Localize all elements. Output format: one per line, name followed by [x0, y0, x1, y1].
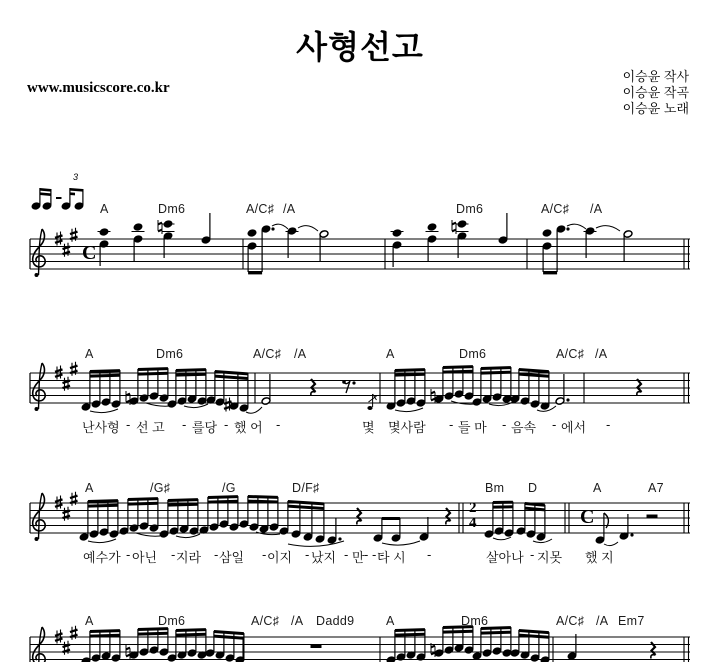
chord-label: /A	[294, 347, 307, 361]
chord-label: D/F♯	[292, 481, 320, 495]
lyric-syllable: 몇	[362, 420, 375, 435]
lyric-syllable: 살아나	[486, 550, 524, 565]
lyric-syllable: -	[214, 547, 219, 562]
lyric-syllable: 선 고	[136, 420, 165, 435]
lyric-syllable: 난사형	[82, 420, 120, 435]
chord-label: Dm6	[459, 347, 487, 361]
lyric-syllable: 를당	[192, 420, 218, 435]
chord-label: Dm6	[158, 202, 186, 216]
chord-label: /A	[596, 614, 609, 628]
chord-label: Em7	[618, 614, 645, 628]
chord-label: /A	[291, 614, 304, 628]
lyric-syllable: -	[427, 547, 432, 562]
lyric-syllable: 아닌	[132, 550, 158, 565]
chord-label: A/C♯	[556, 614, 585, 628]
chord-label: A	[100, 202, 109, 216]
lyric-syllable: -	[262, 547, 267, 562]
lyric-syllable: 지못	[537, 550, 563, 565]
chord-label: A/C♯	[541, 202, 570, 216]
song-title: 사형선고	[296, 29, 424, 65]
swing-triplet-numeral: 3	[73, 172, 79, 182]
lyric-syllable: 지라	[176, 550, 202, 565]
lyric-syllable: -	[126, 547, 131, 562]
chord-label: A/C♯	[246, 202, 275, 216]
lyric-syllable: -	[224, 417, 229, 432]
lyric-syllable: -	[276, 417, 281, 432]
lyric-syllable: -	[344, 547, 349, 562]
chord-label: A	[386, 614, 395, 628]
credit-lyricist: 이승윤 작사	[622, 69, 689, 84]
chord-label: A7	[648, 481, 664, 495]
chord-label: A	[593, 481, 602, 495]
lyric-syllable: -	[126, 417, 131, 432]
chord-label: A/C♯	[251, 614, 280, 628]
lyric-syllable: 이지	[267, 550, 293, 565]
lyric-syllable: -	[305, 547, 310, 562]
lyric-syllable: - - -	[364, 547, 385, 562]
lyric-syllable: 삼일	[219, 550, 245, 565]
watermark: www.musicscore.co.kr	[27, 80, 170, 96]
lyric-syllable: 했 어	[234, 420, 263, 435]
lyric-syllable: -	[530, 547, 535, 562]
lyric-syllable: -	[552, 417, 557, 432]
time-signature-common: C	[82, 242, 97, 264]
chord-label: Dm6	[158, 614, 186, 628]
chord-label: Dm6	[156, 347, 184, 361]
lyric-syllable: -	[171, 547, 176, 562]
chord-label: Dm6	[456, 202, 484, 216]
lyric-syllable: 에서	[561, 420, 587, 435]
chord-label: A/C♯	[253, 347, 282, 361]
time-signature-common-2: C	[580, 506, 595, 528]
lyric-syllable: -	[182, 417, 187, 432]
lyric-syllable: 만	[352, 550, 365, 565]
chord-label: /A	[590, 202, 603, 216]
lyric-syllable: -	[502, 417, 507, 432]
chord-label: A	[85, 481, 94, 495]
chord-label: A/C♯	[556, 347, 585, 361]
lyric-syllable: -	[606, 417, 611, 432]
lyric-syllable: 음속	[511, 420, 537, 435]
lyric-syllable: -	[449, 417, 454, 432]
chord-label: /G♯	[150, 481, 171, 495]
chord-label: Dadd9	[316, 614, 355, 628]
chord-label: A	[85, 614, 94, 628]
lyric-syllable: 났지	[311, 550, 337, 565]
time-signature-2: 2	[469, 500, 477, 516]
chord-label: /G	[222, 481, 236, 495]
lyric-syllable: 몇사람	[388, 420, 426, 435]
chord-label: A	[85, 347, 94, 361]
chord-label: D	[528, 481, 538, 495]
credit-composer: 이승윤 작곡	[622, 85, 689, 100]
chord-label: A	[386, 347, 395, 361]
chord-label: /A	[595, 347, 608, 361]
time-signature-4: 4	[469, 515, 477, 531]
lyric-syllable: 들 마	[458, 420, 487, 435]
credit-singer: 이승윤 노래	[622, 101, 689, 116]
lyric-syllable: 했 지	[585, 550, 614, 565]
chord-label: Bm	[485, 481, 505, 495]
lyric-syllable: 예수가	[83, 550, 121, 565]
chord-label: /A	[283, 202, 296, 216]
chord-label: Dm6	[461, 614, 489, 628]
lyric-syllable: 다 시	[377, 550, 406, 565]
